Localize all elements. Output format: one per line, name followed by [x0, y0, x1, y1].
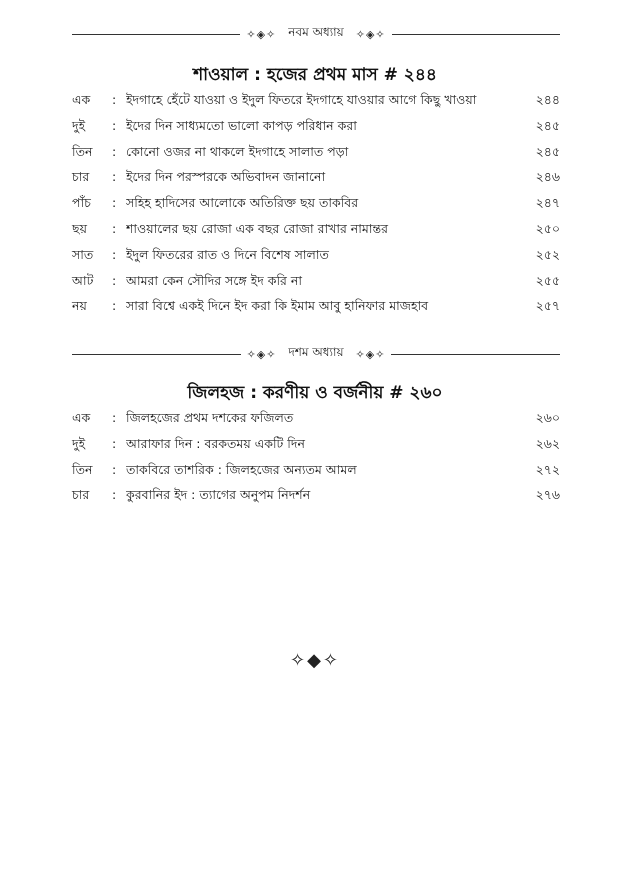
chapter9-title: শাওয়াল : হজের প্রথম মাস # ২৪৪	[193, 65, 437, 85]
toc-page-number: ২৫৭	[535, 298, 560, 314]
toc-entry-title: আরাফার দিন : বরকতময় একটি দিন	[126, 435, 305, 451]
toc-separator: :	[112, 435, 117, 451]
toc-entry-title: কোনো ওজর না থাকলে ইদগাহে সালাত পড়া	[126, 143, 349, 159]
ornament-icon: ✧◈✧	[246, 27, 277, 41]
toc-entry-number: দুই	[72, 117, 86, 133]
toc-entry-number: দুই	[72, 435, 86, 451]
toc-entry-title: আমরা কেন সৌদির সঙ্গে ইদ করি না	[126, 272, 302, 288]
toc-separator: :	[112, 461, 117, 477]
toc-separator: :	[112, 92, 117, 107]
toc-entry-number: পাঁচ	[72, 195, 91, 211]
toc-page-number: ২৭৬	[535, 487, 560, 503]
toc-separator: :	[112, 298, 117, 314]
toc-page-number: ২৪৭	[535, 195, 560, 211]
toc-page-number: ২৪৫	[535, 143, 560, 159]
toc-entry-number: নয়	[72, 298, 87, 314]
toc-row	[72, 298, 560, 324]
chapter10-title: জিলহজ : করণীয় ও বর্জনীয় # ২৬০	[187, 383, 443, 403]
chapter9-toc	[72, 92, 560, 324]
toc-row	[72, 221, 560, 247]
toc-entry-number: আট	[72, 272, 94, 288]
ornament-icon: ✧◈✧	[355, 27, 386, 41]
toc-entry-title: জিলহজের প্রথম দশকের ফজিলত	[126, 410, 294, 425]
chapter10-toc	[72, 410, 560, 513]
toc-row	[72, 436, 560, 462]
toc-separator: :	[112, 272, 117, 288]
toc-separator: :	[112, 195, 117, 211]
toc-separator: :	[112, 410, 117, 425]
toc-entry-title: ইদের দিন পরস্পরকে অভিবাদন জানানো	[126, 169, 326, 185]
chapter10-heading: দশম অধ্যায়	[288, 345, 344, 359]
toc-row	[72, 247, 560, 273]
chapter10-divider	[72, 342, 560, 366]
toc-entry-title: ইদগাহে হেঁটে যাওয়া ও ইদুল ফিতরে ইদগাহে যাওয়ার আগে কিছু খাওয়া	[126, 92, 477, 107]
toc-page-number: ২৫২	[535, 246, 560, 262]
toc-entry-title: তাকবিরে তাশরিক : জিলহজের অন্যতম আমল	[126, 461, 357, 477]
end-ornament-icon: ✧◆✧	[289, 650, 340, 671]
toc-separator: :	[112, 487, 117, 503]
toc-separator: :	[112, 117, 117, 133]
toc-page-number: ২৪৪	[535, 92, 560, 107]
toc-entry-title: সারা বিশ্বে একই দিনে ইদ করা কি ইমাম আবু হানিফার মাজহাব	[126, 298, 429, 314]
chapter9-divider	[72, 22, 560, 46]
toc-entry-number: এক	[72, 92, 91, 107]
toc-row	[72, 487, 560, 513]
toc-page-number: ২৭২	[535, 461, 560, 477]
toc-separator: :	[112, 246, 117, 262]
toc-entry-title: ইদের দিন সাধ্যমতো ভালো কাপড় পরিধান করা	[126, 117, 357, 133]
toc-entry-number: তিন	[72, 461, 93, 477]
toc-row	[72, 195, 560, 221]
toc-separator: :	[112, 169, 117, 185]
toc-row	[72, 118, 560, 144]
toc-entry-title: শাওয়ালের ছয় রোজা এক বছর রোজা রাখার নামান্তর	[126, 220, 388, 236]
toc-page-number: ২৫০	[535, 220, 560, 236]
toc-row	[72, 92, 560, 118]
toc-row	[72, 462, 560, 488]
toc-entry-number: এক	[72, 410, 91, 425]
toc-page-number: ২৫৫	[535, 272, 560, 288]
toc-entry-number: চার	[72, 169, 90, 185]
toc-entry-title: সহিহ হাদিসের আলোকে অতিরিক্ত ছয় তাকবির	[126, 195, 359, 211]
toc-entry-number: তিন	[72, 143, 93, 159]
divider-line-right	[391, 354, 560, 355]
toc-page-number: ২৬০	[535, 410, 560, 425]
toc-entry-number: ছয়	[72, 220, 87, 236]
toc-row	[72, 410, 560, 436]
ornament-icon: ✧◈✧	[355, 347, 386, 361]
toc-entry-title: কুরবানির ইদ : ত্যাগের অনুপম নিদর্শন	[126, 487, 311, 503]
divider-line-left	[72, 354, 241, 355]
toc-row	[72, 144, 560, 170]
toc-separator: :	[112, 220, 117, 236]
toc-row	[72, 273, 560, 299]
toc-entry-number: চার	[72, 487, 90, 503]
toc-entry-number: সাত	[72, 246, 94, 262]
chapter9-heading: নবম অধ্যায়	[288, 25, 344, 39]
toc-row	[72, 169, 560, 195]
divider-line-left	[72, 34, 240, 35]
toc-entry-title: ইদুল ফিতরের রাত ও দিনে বিশেষ সালাত	[126, 246, 329, 262]
divider-line-right	[392, 34, 560, 35]
toc-separator: :	[112, 143, 117, 159]
toc-page-number: ২৬২	[535, 435, 560, 451]
toc-page-number: ২৪৬	[535, 169, 560, 185]
toc-page-number: ২৪৫	[535, 117, 560, 133]
ornament-icon: ✧◈✧	[246, 347, 277, 361]
